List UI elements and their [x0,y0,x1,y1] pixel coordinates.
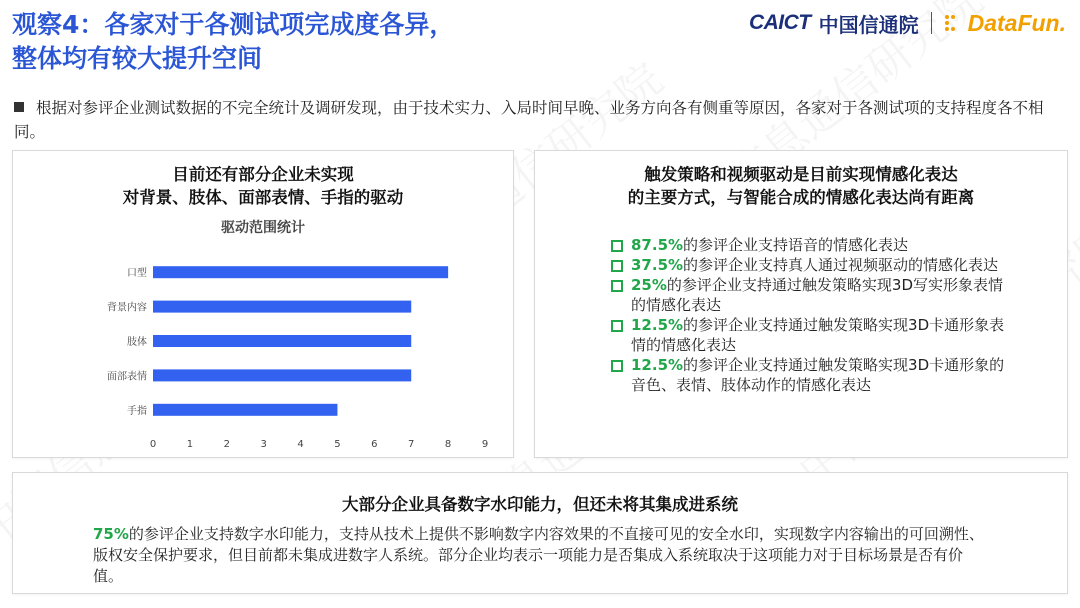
x-tick-label: 2 [223,439,230,450]
stat-text: 的参评企业支持通过触发策略实现3D写实形象表情的情感化表达 [631,276,1004,314]
square-bullet-icon [14,102,24,112]
emotion-expression-panel [534,150,1068,458]
chart-title: 驱动范围统计 [221,220,305,236]
stat-percent: 12.5% [631,356,684,374]
stat-text: 的参评企业支持真人通过视频驱动的情感化表达 [683,256,999,274]
x-tick-label: 9 [481,439,489,450]
left-panel-title-line1: 目前还有部分企业未实现 [172,165,354,184]
right-panel-title [535,163,1067,209]
list-item [611,275,1011,315]
watermark-capability-panel [12,472,1068,594]
y-tick-label: 背景内容 [107,302,147,314]
driving-range-panel [12,150,514,458]
intro-paragraph [14,96,1070,144]
chart-bar [153,335,411,347]
page-title-line2: 整体均有较大提升空间 [12,44,263,73]
left-panel-title-line2: 对背景、肢体、面部表情、手指的驱动 [122,188,404,207]
x-tick-label: 0 [149,439,157,450]
intro-text: 根据对参评企业测试数据的不完全统计及调研发现，由于技术实力、入局时间早晚、业务方向各有侧重等原因，各家对于各测试项的支持程度各不相同。 [14,99,1044,141]
right-panel-title-line1: 触发策略和视频驱动是目前实现情感化表达 [644,165,958,184]
chart-bar [153,301,411,313]
stat-percent: 25% [631,276,667,294]
stat-text: 的参评企业支持语音的情感化表达 [683,236,909,254]
checkbox-icon [611,240,623,252]
stat-percent: 75% [93,525,129,543]
y-tick-label: 面部表情 [107,371,147,383]
y-tick-label: 肢体 [127,337,147,348]
checkbox-icon [611,280,623,292]
stat-text: 的参评企业支持数字水印能力，支持从技术上提供不影响数字内容效果的不直接可见的安全水印，实现数字内容输出的可回溯性、版权安全保护要求，但目前都未集成进数字人系统。部分企业均表示一项能力是否集成入系统取决于这项能力对于目标场景是否有价值。 [93,525,984,585]
chart-bar [153,266,448,278]
left-panel-title [13,163,513,209]
chart-bar [153,404,337,416]
chart-bar [153,369,411,381]
caict-logo: CAICT [748,11,811,34]
datafun-logo: DataFun. [967,9,1066,36]
stat-text: 的参评企业支持通过触发策略实现3D卡通形象表情的情感化表达 [631,316,1005,354]
page-title [12,8,454,76]
bar-chart-svg [13,217,513,452]
emotion-stat-list [611,235,1011,395]
y-tick-label: 口型 [127,268,147,280]
caict-logo-cn: 中国信通院 [818,12,919,37]
checkbox-icon [611,320,623,332]
stat-text: 的参评企业支持通过触发策略实现3D卡通形象的音色、表情、肢体动作的情感化表达 [631,356,1005,394]
list-item [611,355,1011,395]
stat-percent: 12.5% [631,316,684,334]
list-item [611,255,1011,275]
stat-percent: 87.5% [631,236,684,254]
x-tick-label: 8 [444,439,452,450]
x-tick-label: 7 [408,439,415,450]
list-item [611,235,1011,255]
x-tick-label: 5 [334,439,341,450]
page-title-line1: 观察4：各家对于各测试项完成度各异， [12,10,455,39]
bottom-panel-title: 大部分企业具备数字水印能力，但还未将其集成进系统 [342,495,738,514]
bar-chart [13,217,513,452]
logo-divider [931,12,932,34]
stat-percent: 37.5% [631,256,684,274]
header-logos [749,8,1066,38]
x-tick-label: 1 [186,439,194,450]
bottom-panel-text [93,524,987,587]
y-tick-label: 手指 [127,405,147,417]
x-tick-label: 3 [260,439,267,450]
list-item [611,315,1011,355]
right-panel-title-line2: 的主要方式，与智能合成的情感化表达尚有距离 [627,188,975,207]
checkbox-icon [611,260,623,272]
x-tick-label: 6 [371,439,378,450]
x-tick-label: 4 [297,439,304,450]
checkbox-icon [611,360,623,372]
datafun-dots-icon [944,13,958,33]
